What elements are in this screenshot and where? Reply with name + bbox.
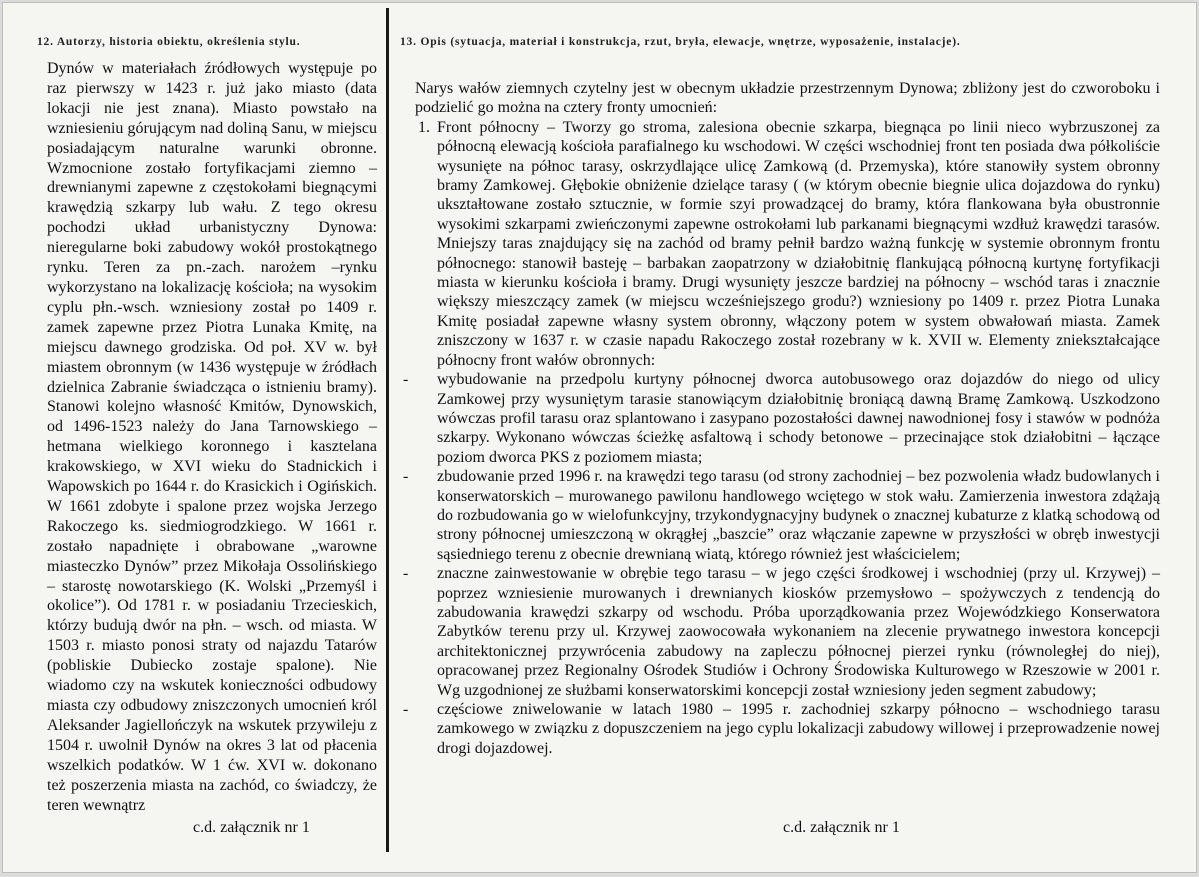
bullet-marker: - (403, 371, 409, 389)
description-text-column (403, 79, 1160, 758)
bullet-item (403, 564, 1160, 700)
left-footer-note: c.d. załącznik nr 1 (193, 819, 310, 836)
bullet-text: znaczne zainwestowanie w obrębie tego tarasu – w jego części środkowej i wschodniej (przy ul. Krzywej) – poprzez wzniesienie murowanych i drewnianych kiosków przemysłowo – spożywczych z tendencją do zabudowania krawędzi szkarpy od wschodu. Próba uporządkowania przez Wojewódzkiego Konserwatora Zabytków terenu przy ul. Krzywej zaowocowała wykonaniem na zlecenie prywatnego inwestora koncepcji architektonicznej przywrócenia zabudowy na zapleczu północnej pierzei rynku (równoległej do niej), opracowanej przez Regionalny Ośrodek Studiów i Ochrony Środowiska Kulturowego w Rzeszowie w 2001 r. Wg uzgodnionej ze służbami konserwatorskimi koncepcji został wzniesiony jeden segment zabudowy; (437, 565, 1160, 699)
history-text-column (47, 59, 377, 815)
bullet-text: wybudowanie na przedpolu kurtyny północnej dworca autobusowego oraz dojazdów do niego od ulicy Zamkowej przy wysuniętym tarasie stanowiącym działobitnię broniącą dawną Bramę Zamkową. Uszkodzono wówczas profil tarasu oraz splantowano i zasypano pozostałości dawnej nawodnionej fosy i stawów w podnóża szkarpy. Wykonano wówczas ścieżkę asfaltową i schody betonowe – przecinające stok działobitni – łączące poziom dworca PKS z poziomem miasta; (437, 371, 1160, 466)
bullet-marker: - (403, 701, 409, 718)
column-divider (386, 8, 389, 852)
bullet-item (403, 467, 1160, 564)
right-footer-note: c.d. załącznik nr 1 (783, 819, 900, 836)
intro-paragraph: Narys wałów ziemnych czytelny jest w obecnym układzie przestrzennym Dynowa; zbliżony jest do czworoboku i podzielić go można na cztery fronty umocnień: (415, 80, 1160, 117)
right-column-heading: 13. Opis (sytuacja, materiał i konstrukcja, rzut, bryła, elewacje, wnętrze, wyposażenie, instalacje). (400, 36, 961, 48)
numbered-item-front-polnocny (415, 118, 1160, 370)
left-column-heading: 12. Autorzy, historia obiektu, określenia stylu. (37, 36, 301, 48)
bullet-marker: - (403, 565, 409, 583)
bullet-text: częściowe zniwelowanie w latach 1980 – 1995 r. zachodniej szkarpy północno – wschodniego tarasu zamkowego w związku z dopuszczeniem na jego cyplu lokalizacji zabudowy willowej i przeprowadzenie nowej drogi dojazdowej. (437, 701, 1160, 757)
item-number: 1. (418, 118, 430, 136)
bullet-text: zbudowanie przed 1996 r. na krawędzi tego tarasu (od strony zachodniej – bez pozwolenia władz budowlanych i konserwatorskich – murowanego pawilonu handlowego wciętego w stok wału. Zamierzenia inwestora zdążają do rozbudowania go w wielofunkcyjny, trzykondygnacyjny budynek o znacznej kubaturze z klatką schodową od strony północnej umieszczoną w okrągłej „baszcie” oraz włączanie zapewne w przyszłości w obręb inwestycji sąsiedniego terenu z obecnie drewnianą wiatą, którego również jest właścicielem; (437, 468, 1160, 563)
bullet-marker: - (403, 468, 409, 486)
numbered-item-text: Front północny – Tworzy go stroma, zalesiona obecnie szkarpa, biegnąca po linii nieco wybrzuszonej za północną elewacją kościoła parafialnego ku wschodowi. W części wschodniej front ten posiada dwa półkoliście wysunięte na północ tarasy, oskrzydlające ulicę Zamkową (d. Przemyska), które stanowiły system obronny bramy Zamkowej. Głębokie obniżenie dzielące tarasy ( (w którym obecnie biegnie ulica dojazdowa do rynku) ukształtowane zostało sztucznie, w formie szyi prowadzącej do bramy, która flankowana była obustronnie wysokimi szkarpami zwieńczonymi zapewne ostrokołami lub parkanami biegnącymi wzdłuż krawędzi tarasów. Mniejszy taras znajdujący się na zachód od bramy pełnił bardzo ważną funkcję w systemie obronnym frontu północnego: stanowił basteję – barbakan zaopatrzony w działobitnię flankującą północną kurtynę fortyfikacji miasta w kierunku kościoła i bramy. Drugi wysunięty jeszcze bardziej na północny – wschód taras i znacznie większy mieszczący zamek (w miejscu wcześniejszego grodu?) wzniesiony po 1409 r. przez Piotra Lunaka Kmitę posiadał zapewne własny system obronny, włączony potem w system obwałowań miasta. Zamek zniszczony w 1637 r. w czasie napadu Rakoczego został rozebrany w k. XVII w. Elementy zniekształcające północny front wałów obronnych: (437, 118, 1160, 369)
bullet-item (403, 370, 1160, 467)
history-paragraph: Dynów w materiałach źródłowych występuje po raz pierwszy w 1423 r. już jako miasto (data lokacji nie jest znana). Miasto powstało na wzniesieniu górującym nad doliną Sanu, w miejscu posiadającym naturalne warunki obronne. Wzmocnione zostało fortyfikacjami ziemno – drewnianymi zapewne z częstokołami biegnącymi krawędzią szkarpy lub wału. Z tego okresu pochodzi układ urbanistyczny Dynowa: nieregularne boki zabudowy wokół prostokątnego rynku. Teren za pn.-zach. narożem –rynku wykorzystano na lokalizację kościoła; na wysokim cyplu płn.-wsch. wzniesiony został po 1409 r. zamek zapewne przez Piotra Lunaka Kmitę, na miejscu dawnego grodziska. Od poł. XV w. był miastem obronnym (w 1436 występuje w źródłach dzielnica Zabranie świadcząca o istnieniu bramy). Stanowi kolejno własność Kmitów, Dynowskich, od 1496-1523 należy do Jana Tarnowskiego – hetmana wielkiego koronnego i kasztelana krakowskiego, w XVI wieku do Stadnickich i Wapowskich po 1644 r. do Krasickich i Ogińskich. W 1661 zdobyte i spalone przez wojska Jerzego Rakoczego ks. siedmiogrodzkiego. W 1661 r. zostało napadnięte i obrabowane „warowne miasteczko Dynów” przez Mikołaja Ossolińskiego – starostę nowotarskiego (K. Wolski „Przemyśl i okolice”). Od 1781 r. w posiadaniu Trzecieskich, którzy budują dwór na płn. – wsch. od miasta. W 1503 r. miasto ponosi straty od najazdu Tatarów (pobliskie Dubiecko zostaje spalone). Nie wiadomo czy na wskutek konieczności odbudowy miasta czy odbudowy zniszczonych umocnień król Aleksander Jagiellończyk na wskutek przywileju z 1504 r. uwolnił Dynów na okres 3 lat od płacenia wszelkich podatków. W 1 ćw. XVI w. dokonano też poszerzenia miasta na zachód, co świadczy, że teren wewnątrz (47, 60, 377, 814)
document-page (2, 2, 1197, 873)
bullet-item (403, 700, 1160, 758)
